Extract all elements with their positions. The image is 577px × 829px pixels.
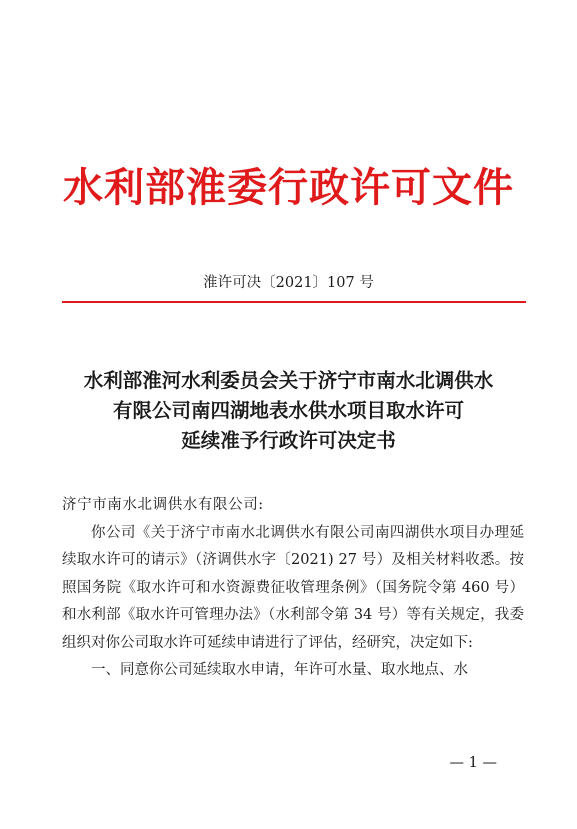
body-paragraph-2: 一、同意你公司延续取水申请，年许可水量、取水地点、水 — [91, 662, 468, 678]
salutation: 济宁市南水北调供水有限公司: — [62, 497, 264, 513]
document-body — [62, 492, 524, 685]
document-title — [0, 366, 577, 456]
page-number: — 1 — — [449, 755, 497, 771]
document-number: 淮许可决〔2021〕107 号 — [203, 275, 374, 291]
document-title-line-3: 延续准予行政许可决定书 — [181, 429, 396, 452]
document-title-line-1: 水利部淮河水利委员会关于济宁市南水北调供水 — [83, 369, 494, 392]
document-header-title: 水利部淮委行政许可文件 — [63, 164, 514, 211]
red-separator-line — [62, 301, 526, 303]
document-title-line-2: 有限公司南四湖地表水供水项目取水许可 — [112, 399, 464, 422]
body-paragraph-1: 你公司《关于济宁市南水北调供水有限公司南四湖供水项目办理延续取水许可的请示》（济调供水字〔2021) 27 号）及相关材料收悉。按照国务院《取水许可和水资源费征收管理条例》（国务院令第 460 号）和水利部《取水许可管理办法》（水利部令第 34 号）等有关规定，我委组织对你公司取水许可延续申请进行了评估，经研究，决定如下: — [62, 524, 524, 651]
